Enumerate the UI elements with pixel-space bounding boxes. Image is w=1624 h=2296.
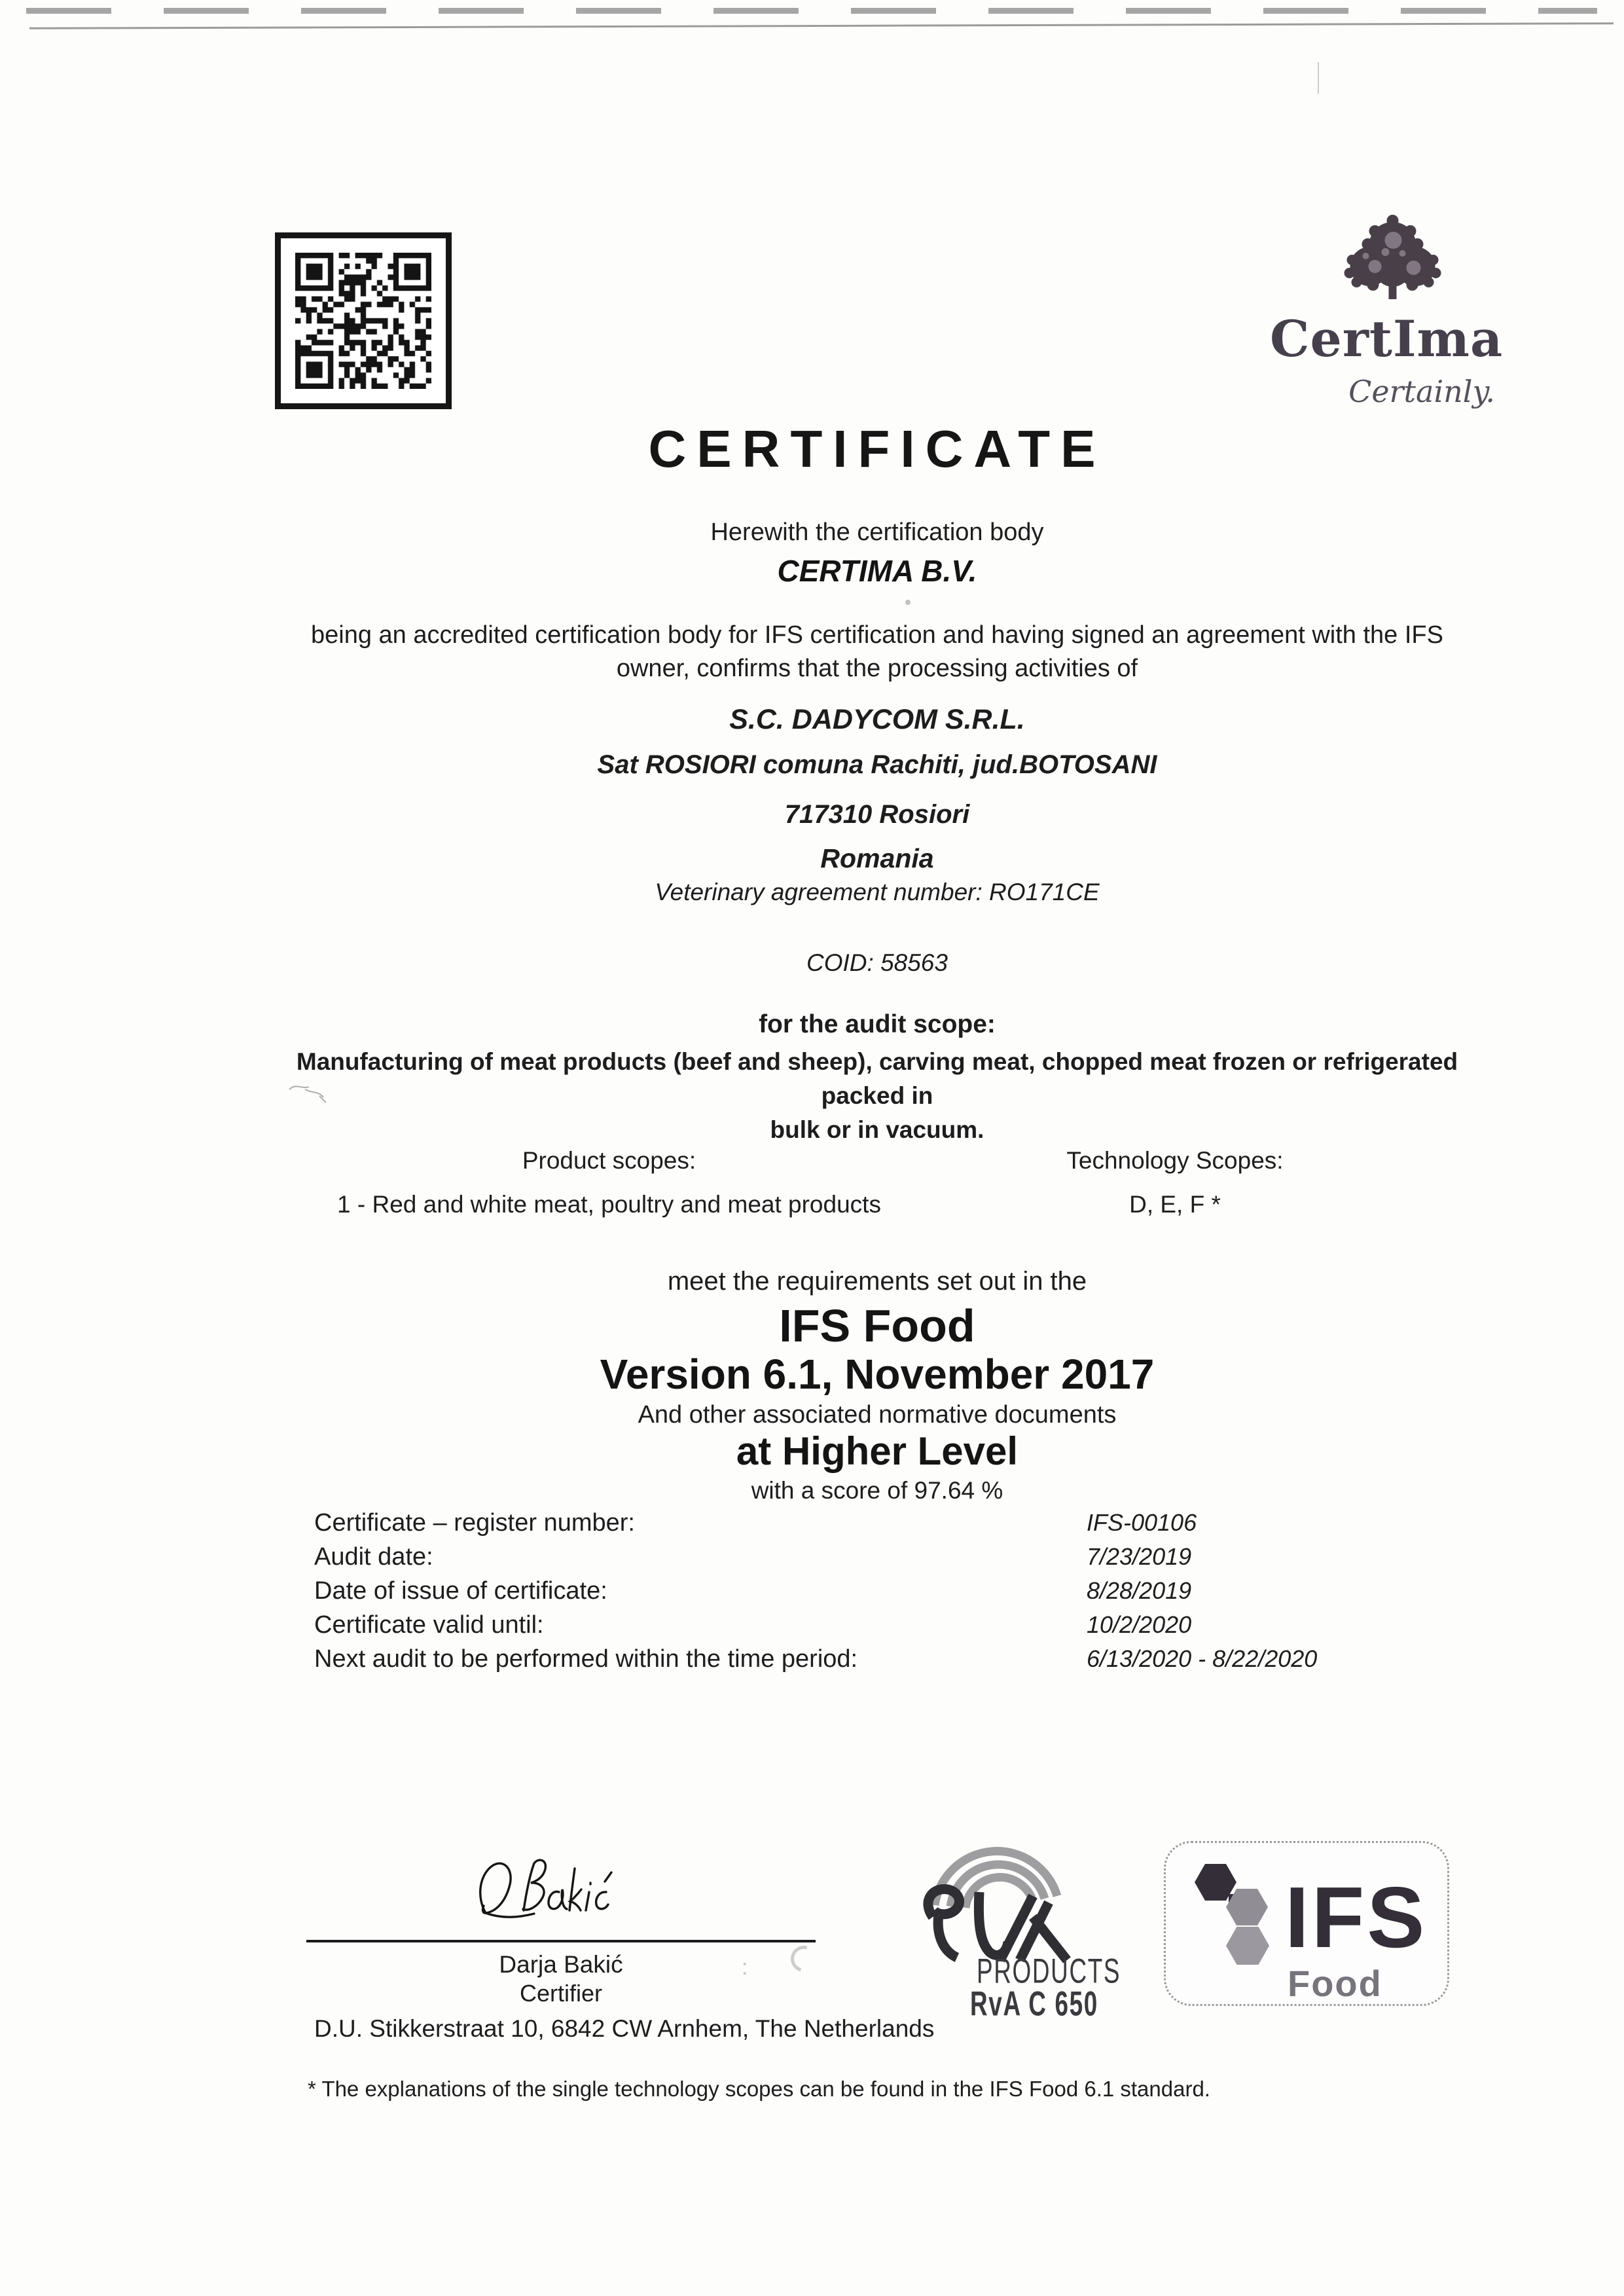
detail-label: Certificate valid until:: [314, 1611, 544, 1639]
accreditation-line2: owner, confirms that the processing activities of: [616, 655, 1138, 682]
certima-tree-icon: [1335, 213, 1450, 311]
scopes-section: [281, 1147, 1473, 1218]
detail-value: 6/13/2020 - 8/22/2020: [1087, 1645, 1318, 1672]
detail-label: Certificate – register number:: [314, 1509, 635, 1537]
qr-code-pattern: [295, 253, 431, 389]
detail-row: [314, 1543, 1440, 1577]
accreditation-paragraph: [281, 619, 1473, 685]
product-scopes-value: 1 - Red and white meat, poultry and meat products: [337, 1191, 881, 1218]
detail-label: Next audit to be performed within the time period:: [314, 1645, 858, 1673]
brand-tagline: Certainly.: [1348, 374, 1495, 409]
detail-row: [314, 1577, 1440, 1611]
audit-scope-heading: for the audit scope:: [759, 1010, 996, 1038]
certification-body-address: D.U. Stikkerstraat 10, 6842 CW Arnhem, The Netherlands: [314, 2015, 935, 2042]
technology-scopes-value: D, E, F *: [1129, 1191, 1221, 1218]
company-country: Romania: [820, 843, 934, 873]
standard-name: IFS Food: [779, 1300, 975, 1351]
audit-scope-text: [281, 1045, 1473, 1147]
intro-line: Herewith the certification body: [710, 519, 1044, 546]
audit-scope-line2: bulk or in vacuum.: [770, 1116, 984, 1143]
coid: COID: 58563: [806, 949, 948, 976]
certification-body-name: CERTIMA B.V.: [777, 554, 977, 588]
score-line: with a score of 97.64 %: [751, 1477, 1003, 1504]
qr-code: [275, 232, 452, 409]
detail-row: [314, 1645, 1440, 1679]
veterinary-agreement: Veterinary agreement number: RO171CE: [655, 879, 1100, 905]
audit-scope-line1: Manufacturing of meat products (beef and sheep), carving meat, chopped meat frozen or refrigerated packed in: [296, 1048, 1458, 1109]
ifs-hexagon-light-icon: [1226, 1927, 1269, 1965]
company-postal-city: 717310 Rosiori: [784, 800, 970, 829]
scan-artifact-colon: :: [742, 1955, 748, 1980]
scan-artifact-top-line: [29, 22, 1614, 29]
detail-value: 8/28/2019: [1087, 1577, 1192, 1604]
ifs-food-logo: [1164, 1841, 1449, 2006]
product-scopes-column: [281, 1147, 937, 1218]
certifier-name: Darja Bakić: [499, 1951, 623, 1978]
company-address: Sat ROSIORI comuna Rachiti, jud.BOTOSANI: [597, 750, 1157, 779]
accreditation-line1: being an accredited certification body for IFS certification and having signed an agreement with the IFS: [311, 621, 1443, 649]
rva-mark-icon: [916, 1838, 1087, 1969]
footnote: * The explanations of the single technology scopes can be found in the IFS Food 6.1 standard.: [308, 2077, 1210, 2101]
detail-row: [314, 1509, 1440, 1543]
technology-scopes-column: [937, 1147, 1413, 1218]
brand-wordmark: CertIma: [1270, 310, 1504, 368]
technology-scopes-heading: Technology Scopes:: [1066, 1147, 1284, 1174]
other-documents-line: And other associated normative documents: [638, 1401, 1117, 1429]
detail-label: Audit date:: [314, 1543, 433, 1571]
ifs-hexagon-gray-icon: [1226, 1889, 1268, 1925]
detail-value: 7/23/2019: [1087, 1543, 1192, 1570]
requirements-line: meet the requirements set out in the: [667, 1267, 1087, 1296]
scan-artifact-dot: [905, 600, 911, 605]
pen-mark-artifact: [287, 1079, 334, 1106]
certima-logo: [1270, 213, 1504, 416]
standard-version: Version 6.1, November 2017: [600, 1351, 1155, 1398]
ifs-acronym: IFS: [1285, 1869, 1428, 1965]
ifs-food-label: Food: [1288, 1963, 1382, 2004]
product-scopes-heading: Product scopes:: [522, 1147, 696, 1174]
detail-value: IFS-00106: [1087, 1509, 1197, 1536]
signature-icon: [466, 1851, 623, 1929]
detail-row: [314, 1611, 1440, 1645]
certification-level: at Higher Level: [736, 1429, 1019, 1473]
page-title: CERTIFICATE: [648, 420, 1106, 478]
scan-artifact-tick: [1318, 62, 1319, 94]
signature-line: [306, 1940, 816, 1942]
detail-value: 10/2/2020: [1087, 1611, 1192, 1638]
detail-label: Date of issue of certificate:: [314, 1577, 607, 1605]
certificate-details: [314, 1509, 1440, 1679]
company-name: S.C. DADYCOM S.R.L.: [729, 704, 1025, 735]
scan-artifact-top-dashes: [26, 8, 1597, 14]
rva-products-label: PRODUCTS: [977, 1951, 1121, 1991]
rva-number-label: RvA C 650: [970, 1984, 1098, 2024]
certifier-role: Certifier: [519, 1980, 603, 2007]
